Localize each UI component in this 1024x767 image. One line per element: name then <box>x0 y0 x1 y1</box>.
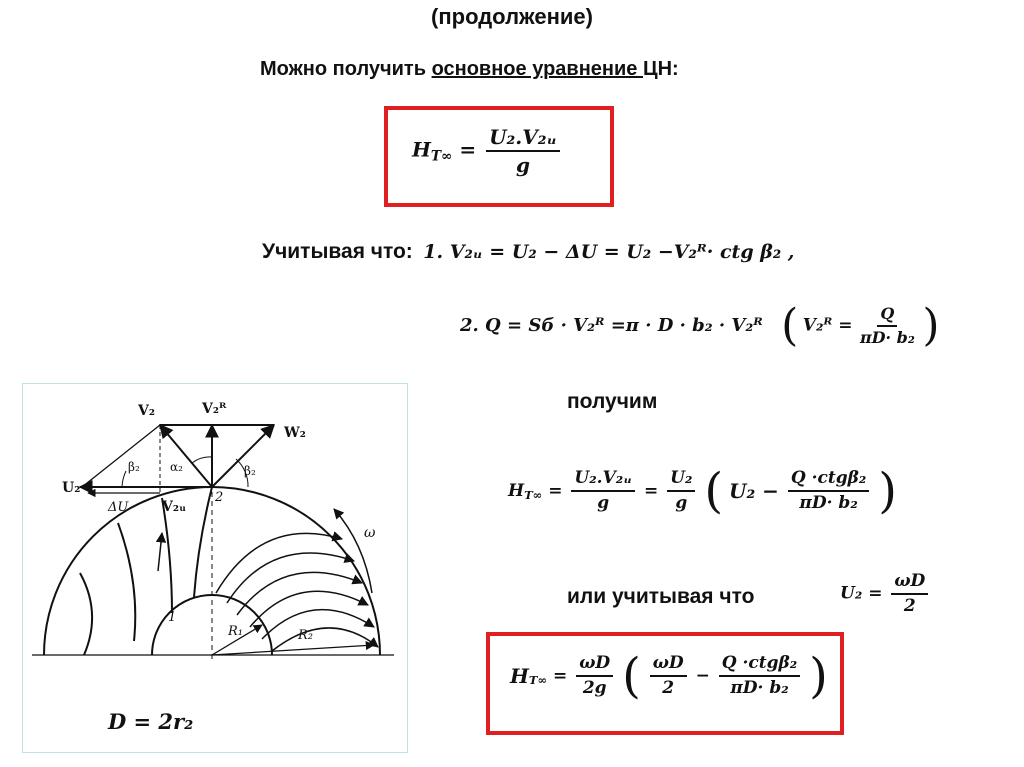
diameter-note: D = 2r₂ <box>108 709 194 734</box>
result-inner-den: πD· b₂ <box>799 493 858 513</box>
result-eq2: = <box>643 481 659 501</box>
final-eq: = <box>553 666 568 686</box>
intro-prefix: Можно получить <box>260 58 432 80</box>
result-lhs: H <box>508 481 525 501</box>
rotation-arrow <box>334 509 372 593</box>
result-frac2 <box>667 469 695 512</box>
alt-frac <box>891 572 928 615</box>
label-v2u: V₂ᵤ <box>162 499 187 515</box>
given-item-1: 1. V₂ᵤ = U₂ − ΔU = U₂ −V₂ᴿ· ctg β₂ , <box>423 241 795 263</box>
result-inner-lead: U₂ − <box>729 479 779 503</box>
angle-alpha <box>192 457 212 463</box>
result-eq1: = <box>548 481 563 501</box>
label-w2: W₂ <box>284 425 306 441</box>
label-point-2: 2 <box>215 490 224 505</box>
final-frac2 <box>650 654 687 697</box>
final-paren-open: ( <box>622 648 641 704</box>
intro-suffix: ЦН: <box>642 58 679 80</box>
label-r1: R₁ <box>228 624 243 639</box>
final-minus: − <box>695 666 710 686</box>
final-frac3-den: πD· b₂ <box>730 678 789 698</box>
main-fraction <box>486 126 560 176</box>
paren-den: πD· b₂ <box>859 327 915 347</box>
result-paren-close: ) <box>878 463 897 519</box>
result-frac1 <box>571 469 635 512</box>
alt-lhs: U₂ = <box>840 583 883 604</box>
label-point-1: 1 <box>168 610 177 625</box>
radius-r2 <box>212 645 374 655</box>
impeller-diagram <box>22 383 408 753</box>
final-formula <box>510 648 828 704</box>
label-r2: R₂ <box>298 628 313 643</box>
result-frac1-den: g <box>597 493 610 513</box>
final-frac2-num: ωD <box>650 654 687 677</box>
final-lhs: H <box>510 664 529 688</box>
main-num: U₂.V₂ᵤ <box>486 126 560 152</box>
final-frac1-num: ωD <box>576 654 613 677</box>
result-frac1-num: U₂.V₂ᵤ <box>571 469 635 492</box>
label-alpha2: α₂ <box>170 460 183 474</box>
result-paren-open: ( <box>704 463 724 519</box>
label-beta2-left: β₂ <box>128 460 140 474</box>
given-item-2: 2. Q = Sб · V₂ᴿ =π · D · b₂ · V₂ᴿ <box>460 315 763 336</box>
result-inner-num: Q ·ctgβ₂ <box>788 469 869 492</box>
label-u2: U₂ <box>62 480 81 496</box>
given-line-2 <box>460 300 939 351</box>
final-frac3-num: Q ·ctgβ₂ <box>719 654 800 677</box>
paren-close: ) <box>922 300 940 351</box>
intro-underlined: основное уравнение <box>431 58 643 80</box>
final-lhs-sub: T∞ <box>528 672 548 687</box>
paren-open: ( <box>781 300 799 351</box>
given-line-1 <box>262 240 794 264</box>
paren-fraction <box>860 305 915 346</box>
result-frac2-num: U₂ <box>667 469 695 492</box>
label-v2r: V₂ᴿ <box>202 401 227 417</box>
impeller-blades <box>80 487 212 655</box>
final-paren-close: ) <box>809 648 828 704</box>
result-inner-frac <box>788 469 869 512</box>
final-frac3 <box>719 654 800 697</box>
final-frac1 <box>576 654 613 697</box>
label-v2: V₂ <box>138 403 155 419</box>
main-den: g <box>515 153 530 177</box>
slide-title: (продолжение) <box>431 4 593 29</box>
alt-formula <box>840 572 931 615</box>
main-lhs-sub: T∞ <box>430 148 453 165</box>
result-lhs-sub: T∞ <box>524 487 543 502</box>
result-label: получим <box>567 390 658 413</box>
inlet-arrow <box>158 533 162 571</box>
label-delta-u: ΔU <box>108 500 129 515</box>
intro-text <box>260 58 679 81</box>
label-beta2-right: β₂ <box>244 464 256 478</box>
paren-lhs: V₂ᴿ = <box>802 315 853 336</box>
result-formula <box>508 463 897 519</box>
main-lhs: H <box>412 137 431 162</box>
alt-num: ωD <box>891 572 928 595</box>
alt-label: или учитывая что <box>567 585 755 608</box>
label-omega: ω <box>364 525 376 541</box>
main-formula <box>412 126 563 176</box>
main-eq: = <box>459 137 477 162</box>
paren-num: Q <box>877 305 897 327</box>
final-frac2-den: 2 <box>662 678 675 698</box>
alt-den: 2 <box>903 595 916 616</box>
result-frac2-den: g <box>675 493 688 513</box>
given-label: Учитывая что: <box>262 240 413 263</box>
angle-beta-left <box>122 471 126 487</box>
final-frac1-den: 2g <box>582 678 607 698</box>
